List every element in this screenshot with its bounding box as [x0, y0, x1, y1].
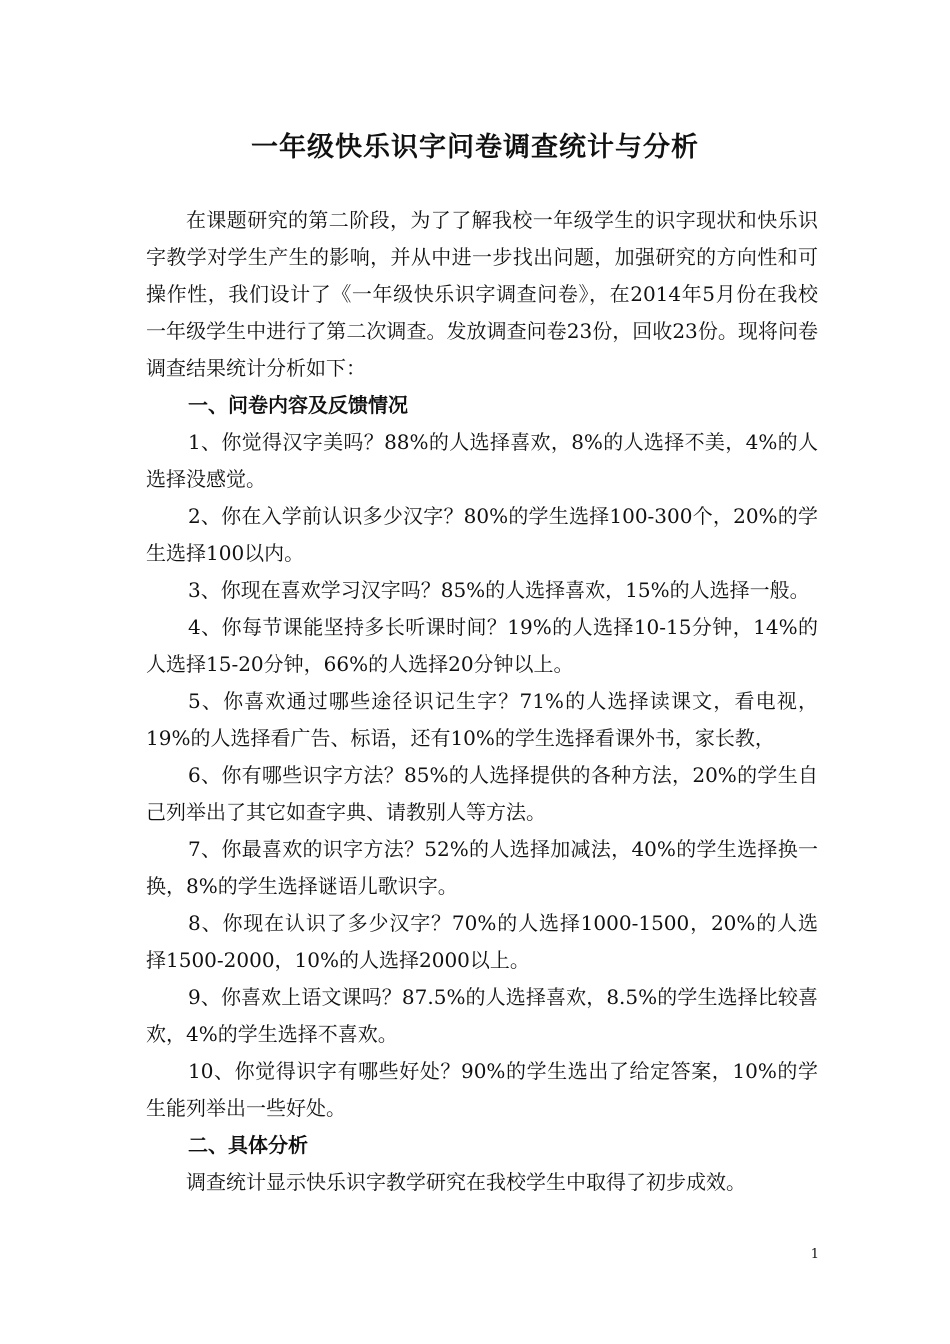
intro-paragraph: 在课题研究的第二阶段，为了了解我校一年级学生的识字现状和快乐识字教学对学生产生的影响，并从中进一步找出问题，加强研究的方向性和可操作性，我们设计了《一年级快乐识字调查问卷》，在2014年5月份在我校一年级学生中进行了第二次调查。发放调查问卷23份，回收23份。现将问卷调查结果统计分析如下： [146, 208, 818, 380]
closing-paragraph: 调查统计显示快乐识字教学研究在我校学生中取得了初步成效。 [186, 1170, 746, 1194]
page-number: 1 [810, 1247, 819, 1262]
section-heading-analysis: 二、具体分析 [188, 1133, 308, 1157]
document-body [146, 202, 818, 1201]
survey-item-10: 10、你觉得识字有哪些好处？90%的学生选出了给定答案，10%的学生能列举出一些好处。 [146, 1059, 818, 1120]
survey-item-6: 6、你有哪些识字方法？85%的人选择提供的各种方法，20%的学生自己列举出了其它如查字典、请教别人等方法。 [146, 763, 818, 824]
survey-item-3: 3、你现在喜欢学习汉字吗？85%的人选择喜欢，15%的人选择一般。 [188, 578, 810, 602]
document-title: 一年级快乐识字问卷调查统计与分析 [251, 132, 699, 163]
survey-item-1: 1、你觉得汉字美吗？88%的人选择喜欢，8%的人选择不美，4%的人选择没感觉。 [146, 430, 818, 491]
survey-item-9: 9、你喜欢上语文课吗？87.5%的人选择喜欢，8.5%的学生选择比较喜欢，4%的学生选择不喜欢。 [146, 985, 818, 1046]
section-heading-feedback: 一、问卷内容及反馈情况 [188, 393, 408, 417]
survey-item-8: 8、你现在认识了多少汉字？70%的人选择1000-1500，20%的人选择1500-2000，10%的人选择2000以上。 [146, 911, 818, 972]
survey-item-4: 4、你每节课能坚持多长听课时间？19%的人选择10-15分钟，14%的人选择15-20分钟，66%的人选择20分钟以上。 [146, 615, 818, 676]
survey-item-2: 2、你在入学前认识多少汉字？80%的学生选择100-300个，20%的学生选择100以内。 [146, 504, 818, 565]
survey-item-7: 7、你最喜欢的识字方法？52%的人选择加减法，40%的学生选择换一换，8%的学生选择谜语儿歌识字。 [146, 837, 818, 898]
survey-item-5: 5、你喜欢通过哪些途径识记生字？71%的人选择读课文，看电视，19%的人选择看广告、标语，还有10%的学生选择看课外书，家长教， [146, 689, 818, 750]
